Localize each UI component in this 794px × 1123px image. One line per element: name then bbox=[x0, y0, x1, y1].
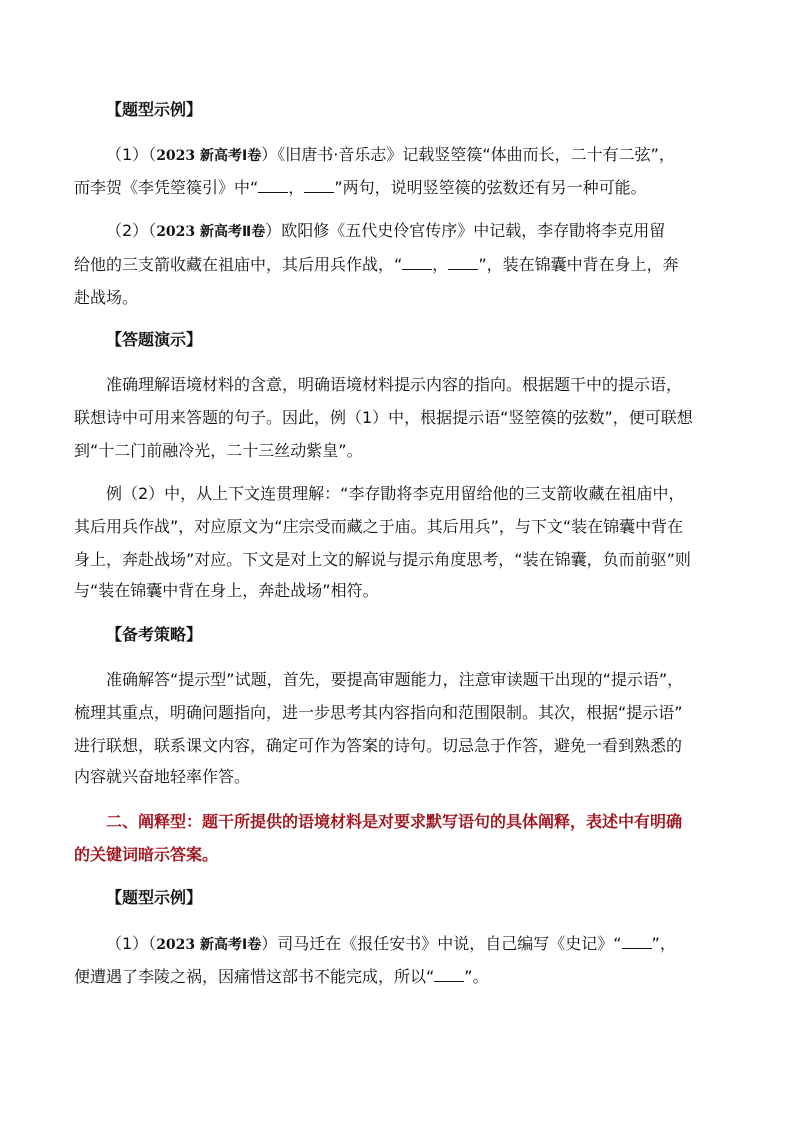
exam-name: 新高考Ⅰ卷 bbox=[195, 937, 262, 953]
section-title-explanation-line-2: 的关键词暗示答案。 bbox=[74, 845, 219, 864]
example-3-line-1 bbox=[106, 933, 676, 956]
demo-paragraph-2-line-1: 例（2）中，从上下文连贯理解：“李存勖将李克用留给他的三支箭收藏在祖庙中， bbox=[106, 484, 685, 503]
text: ）司马迁在《报任安书》中说，自己编写《史记》“ bbox=[261, 934, 622, 953]
demo-paragraph-1-line-1: 准确理解语境材料的含意，明确语境材料提示内容的指向。根据题干中的提示语， bbox=[106, 375, 683, 394]
example-1-line-1 bbox=[106, 144, 675, 167]
section-heading-example: 【题型示例】 bbox=[106, 100, 203, 119]
exam-name: 新高考Ⅰ卷 bbox=[195, 148, 262, 164]
fill-blank bbox=[434, 967, 464, 982]
demo-paragraph-2-line-4: 与“装在锦囊中背在身上，奔赴战场”相符。 bbox=[74, 581, 379, 600]
demo-paragraph-2-line-3: 身上，奔赴战场”对应。下文是对上文的解说与提示角度思考，“装在锦囊，负而前驱”则 bbox=[74, 550, 691, 569]
fill-blank bbox=[402, 255, 432, 270]
text: ”， bbox=[651, 934, 676, 953]
example-3-line-2 bbox=[74, 966, 489, 988]
text: 而李贺《李凭箜篌引》中“ bbox=[74, 178, 259, 197]
text: ， bbox=[288, 178, 305, 197]
fill-blank bbox=[258, 178, 288, 193]
text: ）欧阳修《五代史伶官传序》中记载，李存勖将李克用留 bbox=[265, 221, 666, 240]
fill-blank bbox=[304, 178, 334, 193]
year: 2023 bbox=[156, 224, 196, 240]
example-1-line-2 bbox=[74, 177, 647, 199]
exam-name: 新高考Ⅱ卷 bbox=[195, 224, 266, 240]
text: （2）（ bbox=[106, 221, 157, 240]
text: ”。 bbox=[464, 967, 489, 986]
strategy-line-4: 内容就兴奋地轻率作答。 bbox=[74, 767, 251, 786]
text: ”两句，说明竖箜篌的弦数还有另一种可能。 bbox=[334, 178, 647, 197]
strategy-line-1: 准确解答“提示型”试题，首先，要提高审题能力，注意审读题干出现的“提示语”， bbox=[106, 670, 684, 689]
text: 给他的三支箭收藏在祖庙中，其后用兵作战，“ bbox=[74, 255, 403, 274]
text: ”，装在锦囊中背在身上，奔 bbox=[478, 255, 679, 274]
fill-blank bbox=[622, 934, 652, 949]
text: ）《旧唐书·音乐志》记载竖箜篌“体曲而长，二十有二弦”， bbox=[261, 145, 675, 164]
text: 便遭遇了李陵之祸，因痛惜这部书不能完成，所以“ bbox=[74, 967, 435, 986]
demo-paragraph-1-line-3: 到“十二门前融冷光，二十三丝动紫皇”。 bbox=[74, 441, 363, 460]
strategy-line-2: 梳理其重点，明确问题指向，进一步思考其内容指向和范围限制。其次，根据“提示语” bbox=[74, 703, 683, 722]
section-heading-example-2: 【题型示例】 bbox=[106, 888, 203, 907]
demo-paragraph-2-line-2: 其后用兵作战”，对应原文为“庄宗受而藏之于庙。其后用兵”，与下文“装在锦囊中背在 bbox=[74, 517, 684, 536]
section-heading-demo: 【答题演示】 bbox=[106, 330, 203, 349]
text: （1）（ bbox=[106, 145, 157, 164]
year: 2023 bbox=[156, 148, 196, 164]
example-2-line-2 bbox=[74, 254, 679, 276]
fill-blank bbox=[448, 255, 478, 270]
demo-paragraph-1-line-2: 联想诗中可用来答题的句子。因此，例（1）中，根据提示语“竖箜篌的弦数”，便可联想 bbox=[74, 408, 693, 427]
section-title-explanation-line-1: 二、阐释型：题干所提供的语境材料是对要求默写语句的具体阐释，表述中有明确 bbox=[106, 812, 683, 831]
text: ， bbox=[432, 255, 449, 274]
example-2-line-3: 赴战场。 bbox=[74, 288, 139, 307]
example-2-line-1 bbox=[106, 220, 665, 243]
strategy-line-3: 进行联想，联系课文内容，确定可作为答案的诗句。切忌急于作答，避免一看到熟悉的 bbox=[74, 736, 683, 755]
section-heading-strategy: 【备考策略】 bbox=[106, 625, 203, 644]
year: 2023 bbox=[156, 937, 196, 953]
text: （1）（ bbox=[106, 934, 157, 953]
